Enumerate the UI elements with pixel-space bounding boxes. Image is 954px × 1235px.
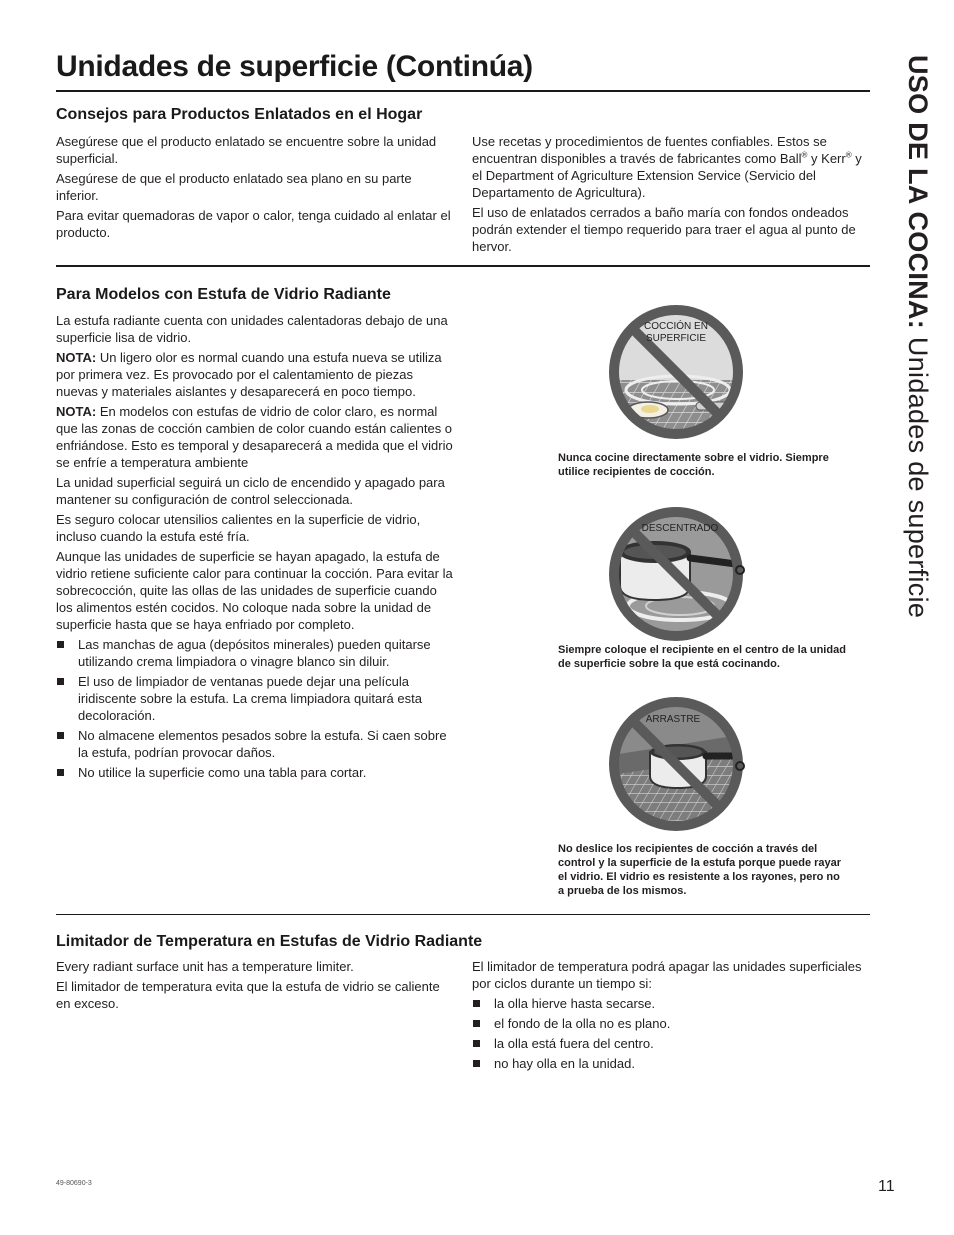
- radiant-paragraph: Es seguro colocar utensilios calientes en la superficie de vidrio, incluso cuando la estufa esté fría.: [56, 512, 421, 544]
- bullet-square-icon: [473, 1040, 480, 1047]
- canning-sources-text-c: y el Department of Agriculture Extension Service (Servicio del Departamento de Agricultura).: [472, 151, 862, 200]
- side-tab-light: Unidades de superficie: [903, 329, 933, 619]
- title-rule: [56, 90, 870, 92]
- side-tab-strong: USO DE LA COCINA:: [903, 55, 933, 330]
- canning-heading: Consejos para Productos Enlatados en el Hogar: [56, 106, 423, 123]
- radiant-paragraph: La unidad superficial seguirá un ciclo de encendido y apagado para mantener su configuración de control seleccionada.: [56, 475, 445, 507]
- nota-paragraph: [56, 403, 456, 471]
- canning-paragraph: Asegúrese que el producto enlatado se encuentre sobre la unidad superficial.: [56, 134, 437, 166]
- list-item-text: No utilice la superficie como una tabla para cortar.: [78, 765, 367, 780]
- no-direct-cooking-figure: [606, 302, 746, 442]
- canning-paragraph: Asegúrese de que el producto enlatado sea plano en su parte inferior.: [56, 171, 412, 203]
- list-item: [56, 727, 456, 761]
- limiter-bullet-list: [472, 995, 862, 1072]
- list-item-text: la olla está fuera del centro.: [494, 1036, 654, 1051]
- list-item: [472, 1035, 862, 1052]
- list-item-text: No almacene elementos pesados sobre la estufa. Si caen sobre la estufa, podrían provocar daños.: [78, 728, 447, 760]
- page-title: Unidades de superficie (Continúa): [56, 50, 533, 83]
- nota-text: Un ligero olor es normal cuando una estufa nueva se utiliza por primera vez. Es provocado por el calentamiento de piezas nuevas y materiales aislantes y desaparecerá en poco tiempo.: [56, 350, 442, 399]
- list-item: [472, 995, 862, 1012]
- canning-paragraph: Para evitar quemadoras de vapor o calor, tenga cuidado al enlatar el producto.: [56, 208, 451, 240]
- dragging-figure: [606, 694, 746, 834]
- figure-label: [632, 523, 728, 535]
- figure-label: [638, 714, 708, 726]
- list-item-text: la olla hierve hasta secarse.: [494, 996, 656, 1011]
- canning-sources-paragraph: [472, 133, 862, 201]
- figure-caption: No deslice los recipientes de cocción a través del control y la superficie de la estufa porque puede rayar el vidrio. El vidrio es resistente a los rayones, pero no a prueba de los mismos.: [558, 843, 842, 897]
- radiant-heading: Para Modelos con Estufa de Vidrio Radiante: [56, 286, 391, 303]
- canning-paragraph: El uso de enlatados cerrados a baño maría con fondos ondeados podrán extender el tiempo requerido para traer el agua al punto de hervor.: [472, 205, 856, 254]
- registered-mark: ®: [845, 150, 852, 160]
- list-item-text: el fondo de la olla no es plano.: [494, 1016, 671, 1031]
- limiter-paragraph: Every radiant surface unit has a temperature limiter.: [56, 959, 354, 974]
- off-center-figure: [606, 504, 746, 644]
- list-item: [56, 673, 456, 724]
- nota-paragraph: [56, 349, 456, 400]
- figure-label-line: ARRASTRE: [645, 714, 701, 725]
- bullet-square-icon: [473, 1000, 480, 1007]
- limiter-paragraph: El limitador de temperatura podrá apagar las unidades superficiales por ciclos durante un tiempo si:: [472, 959, 862, 991]
- list-item: [56, 764, 456, 781]
- bullet-square-icon: [57, 678, 64, 685]
- nota-label: NOTA:: [56, 350, 97, 365]
- bullet-square-icon: [57, 641, 64, 648]
- bullet-square-icon: [473, 1020, 480, 1027]
- nota-text: En modelos con estufas de vidrio de color claro, es normal que las zonas de cocción cambien de color cuando están calientes o enfriándose. Esto es temporal y desaparecerá a medida que el vidrio se enfríe a temperatura ambiente: [56, 404, 453, 470]
- list-item-text: El uso de limpiador de ventanas puede dejar una película iridiscente sobre la estufa. La crema limpiadora quitará esta decoloración.: [78, 674, 422, 723]
- figure-label: [636, 321, 716, 345]
- figure-label-line: COCCIÓN EN: [644, 321, 708, 332]
- list-item-text: no hay olla en la unidad.: [494, 1056, 635, 1071]
- list-item: [472, 1015, 862, 1032]
- bullet-square-icon: [473, 1060, 480, 1067]
- canning-sources-text-a: Use recetas y procedimientos de fuentes confiables. Estos se encuentran disponibles a través de fabricantes como Ball: [472, 134, 827, 166]
- bullet-square-icon: [57, 732, 64, 739]
- canning-left-column: [56, 133, 456, 244]
- figure-label-line: SUPERFICIE: [645, 333, 706, 344]
- side-tab: [893, 55, 933, 635]
- document-number: 49-80690-3: [56, 1180, 92, 1187]
- radiant-paragraph: Aunque las unidades de superficie se hayan apagado, la estufa de vidrio retiene suficiente calor para continuar la cocción. Para evitar la sobrecocción, quite las ollas de las unidades de superficie cuando los alimentos estén cocidos. No coloque nada sobre la unidad de superficie hasta que se haya enfriado por completo.: [56, 549, 453, 632]
- figure-caption: Siempre coloque el recipiente en el centro de la unidad de superficie sobre la que está cocinando.: [558, 644, 846, 670]
- list-item-text: Las manchas de agua (depósitos minerales) pueden quitarse utilizando crema limpiadora o vinagre blanco sin diluir.: [78, 637, 431, 669]
- radiant-bullet-list: [56, 636, 456, 781]
- limiter-left-column: [56, 958, 456, 1015]
- figure-caption: Nunca cocine directamente sobre el vidrio. Siempre utilice recipientes de cocción.: [558, 452, 829, 478]
- bullet-square-icon: [57, 769, 64, 776]
- radiant-paragraph: La estufa radiante cuenta con unidades calentadoras debajo de una superficie lisa de vidrio.: [56, 313, 448, 345]
- side-tab-text: [902, 55, 933, 618]
- figure-label-line: DESCENTRADO: [641, 523, 719, 534]
- canning-sources-text-b: y Kerr: [807, 151, 846, 166]
- list-item: [472, 1055, 862, 1072]
- nota-label: NOTA:: [56, 404, 97, 419]
- list-item: [56, 636, 456, 670]
- limiter-paragraph: El limitador de temperatura evita que la estufa de vidrio se caliente en exceso.: [56, 979, 440, 1011]
- registered-mark: ®: [801, 150, 808, 160]
- page-number: 11: [878, 1178, 895, 1195]
- canning-right-column: [472, 133, 862, 258]
- limiter-right-column: [472, 958, 862, 1075]
- section-rule: [56, 265, 870, 267]
- section-rule: [56, 914, 870, 915]
- limiter-heading: Limitador de Temperatura en Estufas de Vidrio Radiante: [56, 933, 483, 950]
- radiant-left-column: [56, 312, 456, 784]
